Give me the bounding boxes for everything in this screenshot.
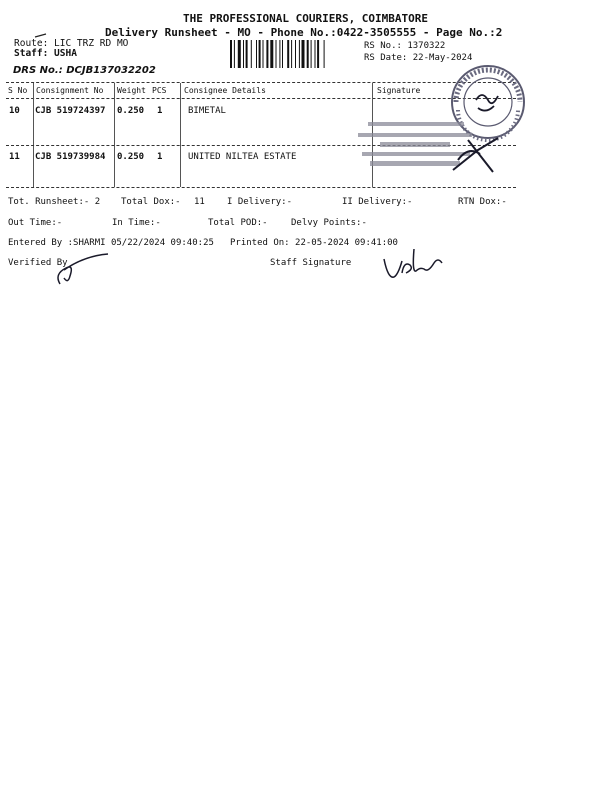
table-row-weight: 0.250: [117, 152, 145, 162]
drs-number: DRS No.: DCJB137032202: [13, 65, 156, 76]
staff-signature: Staff Signature: [270, 258, 352, 268]
column-divider: [33, 83, 34, 187]
barcode-bar: [295, 40, 296, 68]
table-row-pcs: 1: [157, 152, 163, 162]
i-delivery: I Delivery:-: [227, 197, 293, 207]
table-row-sno: 11: [9, 152, 20, 162]
barcode-bar: [266, 40, 268, 68]
barcode-bar: [279, 40, 280, 68]
barcode-bar: [263, 40, 264, 68]
table-row-pcs: 1: [157, 106, 163, 116]
table-row-consignment: CJB 519739984: [35, 152, 106, 162]
barcode-bar: [230, 40, 232, 68]
barcode-bar: [315, 40, 316, 68]
staff-label: Staff: USHA: [14, 48, 77, 59]
verified-by: Verified By: [8, 258, 68, 268]
header-consignee: Consignee Details: [184, 86, 266, 95]
total-dox: Total Dox:-: [121, 197, 181, 207]
column-divider: [114, 83, 115, 187]
header-sno: S No: [8, 86, 28, 95]
out-time: Out Time:-: [8, 218, 63, 228]
barcode: [230, 40, 360, 68]
in-time: In Time:-: [112, 218, 161, 228]
staff-signature-icon: [380, 245, 450, 285]
table-row-weight: 0.250: [117, 106, 145, 116]
total-pod: Total POD:-: [208, 218, 268, 228]
company-title: THE PROFESSIONAL COURIERS, COIMBATORE: [183, 12, 429, 25]
barcode-bar: [256, 40, 257, 68]
barcode-bar: [238, 40, 241, 68]
barcode-bar: [287, 40, 289, 68]
barcode-bar: [246, 40, 248, 68]
header-pcs: PCS: [152, 86, 167, 95]
barcode-bar: [234, 40, 235, 68]
delvy-points: Delvy Points:-: [291, 218, 367, 228]
table-header-rule: [6, 98, 516, 99]
rs-no: RS No.: 1370322: [364, 41, 446, 51]
tot-runsheet: Tot. Runsheet:- 2: [8, 197, 101, 207]
route-label: Route: LIC TRZ RD MO: [14, 38, 129, 49]
signature-mark-icon: [448, 130, 508, 180]
ii-delivery: II Delivery:-: [342, 197, 413, 207]
barcode-bar: [259, 40, 261, 68]
barcode-bar: [324, 40, 325, 68]
table-top-rule: [6, 82, 516, 83]
printed-on: Printed On: 22-05-2024 09:41:00: [230, 238, 398, 248]
rs-date: RS Date: 22-May-2024: [364, 53, 473, 63]
table-row-sno: 10: [9, 106, 20, 116]
barcode-bar: [243, 40, 244, 68]
header-signature: Signature: [377, 86, 421, 95]
barcode-bar: [282, 40, 283, 68]
header-consignment: Consignment No: [36, 86, 104, 95]
table-bottom-rule: [6, 187, 516, 188]
table-row-consignment: CJB 519724397: [35, 106, 106, 116]
runsheet-subtitle: Delivery Runsheet - MO - Phone No.:0422-3505555 - Page No.:2: [105, 26, 503, 39]
total-dox-value: 11: [194, 197, 205, 207]
barcode-bar: [291, 40, 292, 68]
barcode-bar: [311, 40, 312, 68]
entered-by: Entered By :SHARMI 05/22/2024 09:40:25: [8, 238, 214, 248]
column-divider: [180, 83, 181, 187]
rtn-dox: RTN Dox:-: [458, 197, 507, 207]
barcode-bar: [270, 40, 273, 68]
table-row-consignee: UNITED NILTEA ESTATE: [188, 152, 297, 162]
barcode-bar: [302, 40, 305, 68]
header-weight: Weight: [117, 86, 146, 95]
verified-signature-icon: [50, 248, 120, 288]
barcode-bar: [299, 40, 300, 68]
table-row-consignee: BIMETAL: [188, 106, 226, 116]
pen-mark-icon: [34, 33, 48, 39]
barcode-bar: [276, 40, 277, 68]
barcode-bar: [317, 40, 319, 68]
barcode-bar: [251, 40, 252, 68]
barcode-bar: [307, 40, 309, 68]
